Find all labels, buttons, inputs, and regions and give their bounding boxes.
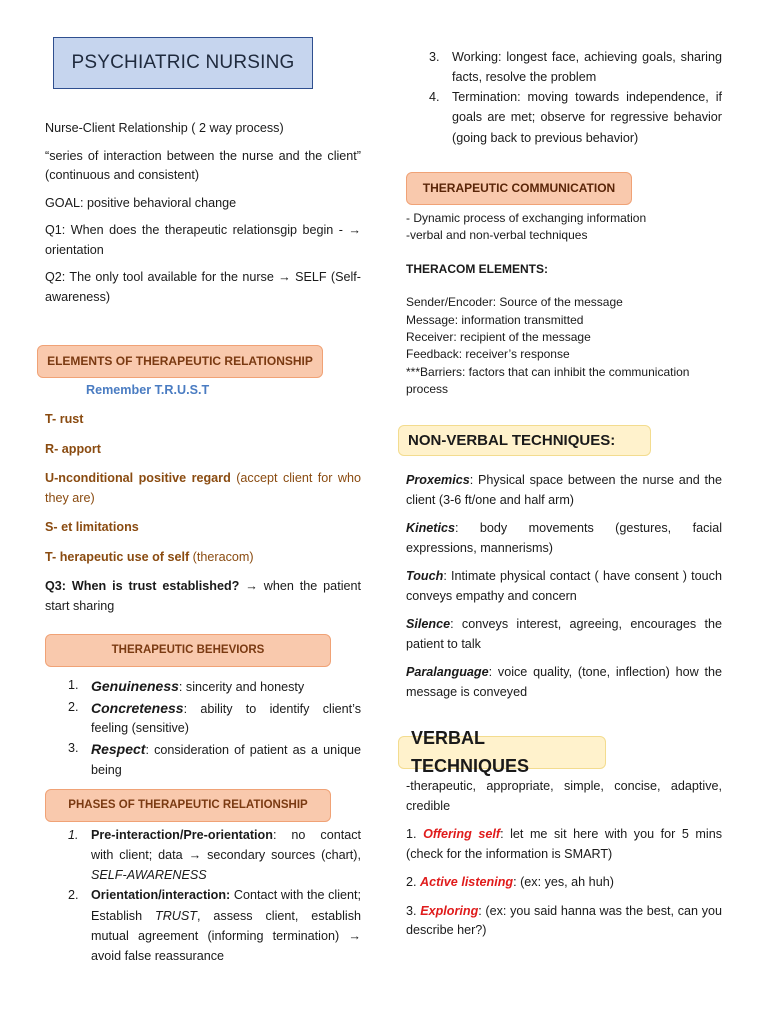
behaviors-list [68,676,361,780]
verbal-item: 2. Active listening: (ex: yes, ah huh) [406,875,614,890]
arrow-right-icon: → [188,848,202,863]
nonverbal-item: Proxemics: Physical space between the nurse and the client (3-6 ft/one and half arm) [406,473,722,507]
intro-line-2: “series of interaction between the nurse and the client” (continuous and consistent) [45,148,361,183]
arrow-right-icon: → [278,270,291,285]
arrow-right-icon: → [245,579,258,594]
element-item: ***Barriers: factors that can inhibit the communication process [406,364,690,397]
elements-title: THERACOM ELEMENTS: [406,261,548,276]
question-1: Q1: When does the therapeutic relationsgip begin - → orientation [45,223,362,257]
question-2: Q2: The only tool available for the nurse → SELF (Self-awareness) [45,270,361,304]
nonverbal-header: NON-VERBAL TECHNIQUES: [398,425,651,456]
elements-header: ELEMENTS OF THERAPEUTIC RELATIONSHIP [37,345,323,378]
trust-s: S- et limitations [45,520,139,535]
element-item: Sender/Encoder: Source of the message [406,295,623,310]
nonverbal-item: Paralanguage: voice quality, (tone, inflection) how the message is conveyed [406,665,722,699]
verbal-header: VERBAL TECHNIQUES [398,736,606,769]
trust-list [45,410,361,616]
goal-line: GOAL: positive behavioral change [45,195,237,210]
nonverbal-item: Silence: conveys interest, agreeing, encourages the patient to talk [406,617,722,651]
behaviors-header: THERAPEUTIC BEHEVIORS [45,634,331,667]
page-title: PSYCHIATRIC NURSING [71,52,295,74]
nonverbal-item: Touch: Intimate physical contact ( have consent ) touch conveys empathy and concern [406,569,722,603]
trust-t2: T- herapeutic use of self (theracom) [45,549,254,564]
phase-item: 4. Termination: moving towards independence, if goals are met; observe for regressive behavior (going back to previous behavior) [429,90,722,145]
theracom-elements [406,294,724,398]
arrow-right-icon: → [348,928,361,943]
nonverbal-item: Kinetics: body movements (gestures, facial expressions, mannerisms) [406,521,722,555]
page-title-box [53,37,313,89]
phase-item: 1. Pre-interaction/Pre-orientation: no contact with client; data → secondary sources (chart), SELF-AWARENESS [68,828,361,883]
question-3: Q3: When is trust established? → when the patient start sharing [45,579,361,613]
verbal-item: 1. Offering self: let me sit here with you for 5 mins (check for the information is SMART) [406,827,723,861]
intro-line-1: Nurse-Client Relationship ( 2 way process) [45,121,284,135]
communication-line: - Dynamic process of exchanging information [406,211,647,225]
intro-section [45,119,361,307]
trust-u: U-nconditional positive regard (accept client for who they are) [45,471,361,505]
phases-header: PHASES OF THERAPEUTIC RELATIONSHIP [45,789,331,822]
communication-line: -verbal and non-verbal techniques [406,228,588,243]
trust-r: R- apport [45,441,101,456]
phase-item: 2. Orientation/interaction: Contact with the client; Establish TRUST, assess client, establish mutual agreement (informing termination) → avoid false reassurance [68,888,362,963]
behavior-item: 2. Concreteness: ability to identify client’s feeling (sensitive) [68,699,361,736]
trust-t: T- rust [45,412,84,426]
behavior-item: 1. Genuineness: sincerity and honesty [68,678,305,694]
verbal-section [406,777,722,941]
arrow-right-icon: → [348,223,362,238]
communication-lines [406,210,724,399]
verbal-item: 3. Exploring: (ex: you said hanna was the best, can you describe her?) [406,903,722,938]
element-item: Message: information transmitted [406,312,584,327]
phases-list [68,825,361,966]
nonverbal-list [406,471,722,702]
remember-trust: Remember T.R.U.S.T [86,383,210,397]
behavior-item: 3. Respect: consideration of patient as a unique being [68,740,361,777]
phase-item: 3. Working: longest face, achieving goals, sharing facts, resolve the problem [429,50,722,85]
element-item: Feedback: receiver’s response [406,347,570,362]
phases-continued-list [429,47,722,148]
element-item: Receiver: recipient of the message [406,329,591,344]
communication-header: THERAPEUTIC COMMUNICATION [406,172,632,205]
verbal-intro: -therapeutic, appropriate, simple, concise, adaptive, credible [406,779,722,813]
